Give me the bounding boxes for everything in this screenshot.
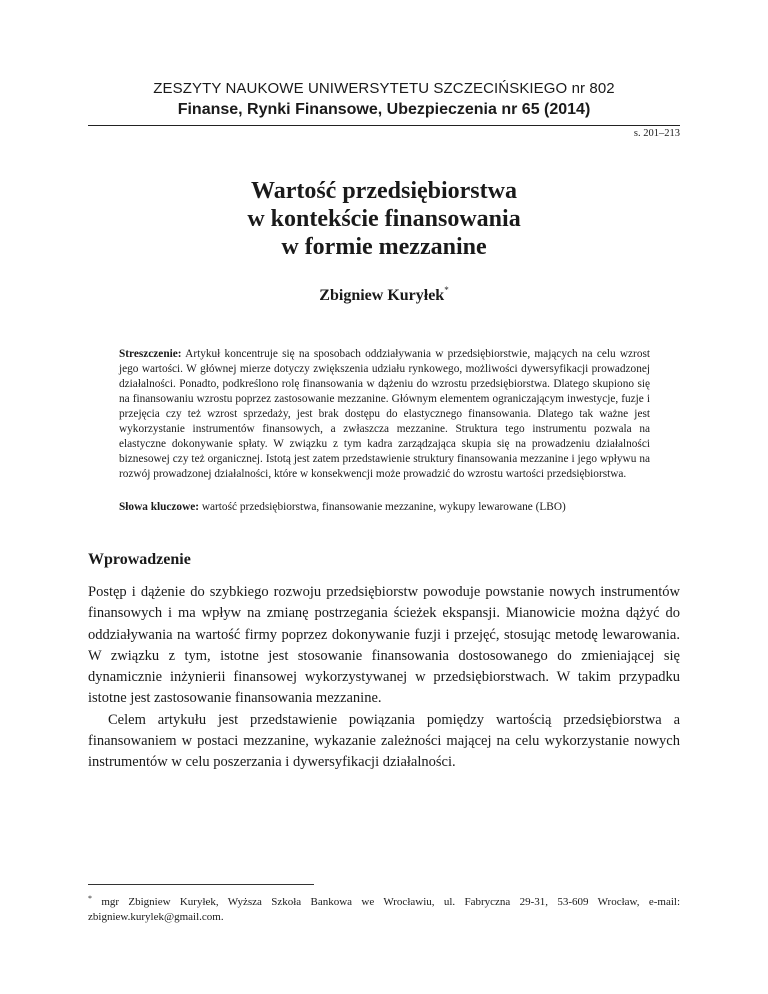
paragraph: Celem artykułu jest przedstawienie powiązania pomiędzy wartością przedsiębiorstwa a finansowaniem w postaci mezzanine, wykazanie zależności mającej na celu wykorzystanie nowych instrumentów w celu poszerzania i dywersyfikacji działalności. [88,711,680,771]
journal-header [88,80,680,120]
keywords [119,500,650,515]
footnote-text: mgr Zbigniew Kuryłek, Wyższa Szkoła Bankowa we Wrocławiu, ul. Fabryczna 29-31, 53-609 Wrocław, e-mail: zbigniew.kurylek@gmail.com. [88,896,680,923]
footnote-rule [88,884,314,885]
author-line [88,285,680,305]
page-range: s. 201–213 [633,128,680,139]
section-body [88,582,680,774]
header-rule [88,125,680,126]
title-line: w formie mezzanine [281,234,487,260]
abstract-label: Streszczenie: [119,348,182,360]
author-name: Zbigniew Kuryłek [319,287,445,304]
paragraph: Postęp i dążenie do szybkiego rozwoju przedsiębiorstw powoduje powstanie nowych instrumentów finansowych i ma wpływ na zmianę postrzegania ścieżek ekspansji. Mianowicie można dążyć do oddziaływania na wartość firmy poprzez dokonywanie fuzji i przejęć, stosując metodę lewarowania. W związku z tym, istotne jest stosowanie finansowania dostosowanego do zmieniającej się dynamicznie inżynierii finansowej wykorzystywanej w przedsiębiorstwach. W takim przypadku istotne jest zastosowanie finansowania mezzanine. [88,584,680,707]
title-line: Wartość przedsiębiorstwa [251,178,517,204]
article-title [88,177,680,261]
journal-title: Finanse, Rynki Finansowe, Ubezpieczenia nr 65 (2014) [177,101,591,118]
abstract [119,347,650,482]
series-title: ZESZYTY NAUKOWE UNIWERSYTETU SZCZECIŃSKIEGO nr 802 [153,80,615,97]
section-heading: Wprowadzenie [88,551,191,568]
footnote-mark: * [88,894,92,903]
abstract-text: Artykuł koncentruje się na sposobach oddziaływania w przedsiębiorstwie, mających na celu wzrost jego wartości. W głównej mierze dotyczy zwiększenia udziału rynkowego, możliwości dywersyfikacji prowadzonej działalności. Ponadto, podkreślono rolę finansowania w dążeniu do wzrostu przedsiębiorstwa. Dlatego skupiono się na finansowaniu wzrostu poprzez zastosowanie mezzanine. Głównym elementem ograniczającym inwestycje, fuzje i przejęcia czy też wzrost sprzedaży, jest brak dostępu do elastycznego finansowania. Dlatego tak ważne jest wykorzystanie instrumentów finansowych, a zwłaszcza mezzanine. Struktura tego instrumentu pozwala na elastyczne dokonywanie spłaty. W związku z tym kadra zarządzająca skupia się na prowadzeniu działalności biznesowej czy też organicznej. Istotą jest zatem przedstawienie struktury finansowania mezzanine i jego wpływu na rozwój prowadzonej działalności, które w konsekwencji może prowadzić do wzrostu wartości przedsiębiorstwa. [119,348,650,480]
footnote [88,891,680,925]
author-footnote-mark: * [444,285,449,295]
keywords-label: Słowa kluczowe: [119,501,200,513]
title-line: w kontekście finansowania [247,206,521,232]
keywords-text: wartość przedsiębiorstwa, finansowanie mezzanine, wykupy lewarowane (LBO) [201,501,566,513]
